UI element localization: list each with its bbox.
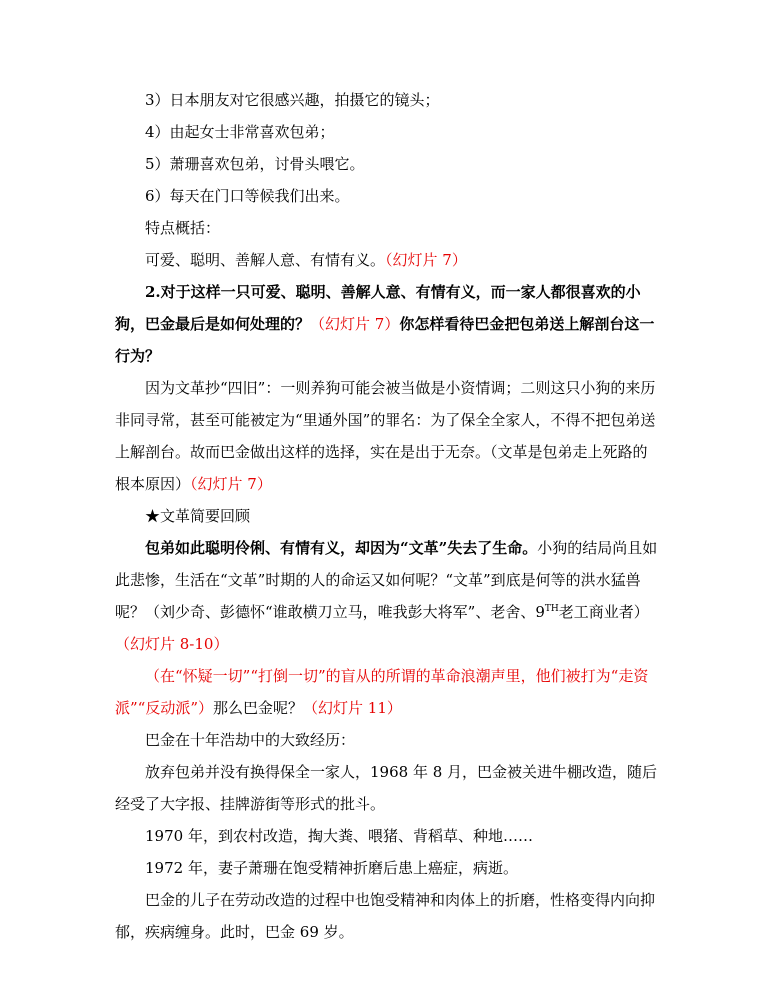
- list-item-5: 5）萧珊喜欢包弟，讨骨头喂它。: [145, 155, 365, 173]
- review-text-2: 老工商业者）: [558, 603, 649, 621]
- slide-ref-7c: （幻灯片 7）: [190, 475, 272, 493]
- review-text-1: 小狗的结局尚且如此悲惨，生活在“文革”时期的人的命运又如何呢？“文革”到底是何等的洪水猛兽呢？（刘少奇、彭德怀“谁敢横刀立马，唯我彭大将军”、老舍、9: [115, 539, 658, 621]
- review-sup: TH: [544, 604, 559, 614]
- slide-ref-8-10: （幻灯片 8-10）: [115, 635, 229, 653]
- slide-ref-11: （幻灯片 11）: [303, 699, 402, 717]
- review-heading: ★文革简要回顾: [145, 507, 251, 525]
- review-bold: 包弟如此聪明伶俐、有情有义，却因为“文革”失去了生命。: [145, 539, 538, 557]
- red-text: （在“怀疑一切”“打倒一切”的盲从的所谓的革命浪潮声里，他们被打为“走资派”“反动派”）: [115, 667, 649, 717]
- summary-text: 可爱、聪明、善解人意、有情有义。: [145, 251, 386, 269]
- bajin-paragraph-4: 巴金的儿子在劳动改造的过程中也饱受精神和肉体上的折磨，性格变得内向抑郁，疾病缠身。此时，巴金 69 岁。: [115, 891, 656, 941]
- list-item-4: 4）由起女士非常喜欢包弟；: [145, 123, 335, 141]
- bajin-paragraph-1: 放弃包弟并没有换得保全一家人，1968 年 8 月，巴金被关进牛棚改造，随后经受了大字报、挂牌游街等形式的批斗。: [115, 763, 658, 813]
- bajin-intro: 巴金在十年浩劫中的大致经历：: [145, 731, 356, 749]
- summary-paragraph: [115, 244, 660, 276]
- answer-paragraph: [115, 372, 660, 500]
- answer-text: 因为文革抄“四旧”：一则养狗可能会被当做是小资情调；二则这只小狗的来历非同寻常，甚至可能被定为“里通外国”的罪名：为了保全全家人，不得不把包弟送上解剖台。故而巴金做出这样的选择，实在是出于无奈。（文革是包弟走上死路的根本原因）: [115, 379, 656, 493]
- list-item-3: 3）日本朋友对它很感兴趣，拍摄它的镜头；: [145, 91, 440, 109]
- document-page: [115, 84, 660, 948]
- question-2: [115, 276, 660, 372]
- red-paragraph: [115, 660, 660, 724]
- bajin-paragraph-3: 1972 年，妻子萧珊在饱受精神折磨后患上癌症，病逝。: [145, 859, 518, 877]
- slide-ref-7b: （幻灯片 7）: [310, 315, 400, 333]
- question-2-part2: 你怎样看待巴金把包弟送上解剖台这一行为？: [115, 315, 655, 365]
- question-2-part1: 2.对于这样一只可爱、聪明、善解人意、有情有义，而一家人都很喜欢的小狗，巴金最后是如何处理的？: [115, 283, 641, 333]
- bajin-paragraph-2: 1970 年，到农村改造，掏大粪、喂猪、背稻草、种地……: [145, 827, 533, 845]
- list-item-6: 6）每天在门口等候我们出来。: [145, 187, 350, 205]
- review-paragraph: [115, 532, 660, 660]
- summary-label: 特点概括：: [145, 219, 221, 237]
- slide-ref-7a: （幻灯片 7）: [385, 251, 467, 269]
- red-para-black: 那么巴金呢？: [213, 699, 304, 717]
